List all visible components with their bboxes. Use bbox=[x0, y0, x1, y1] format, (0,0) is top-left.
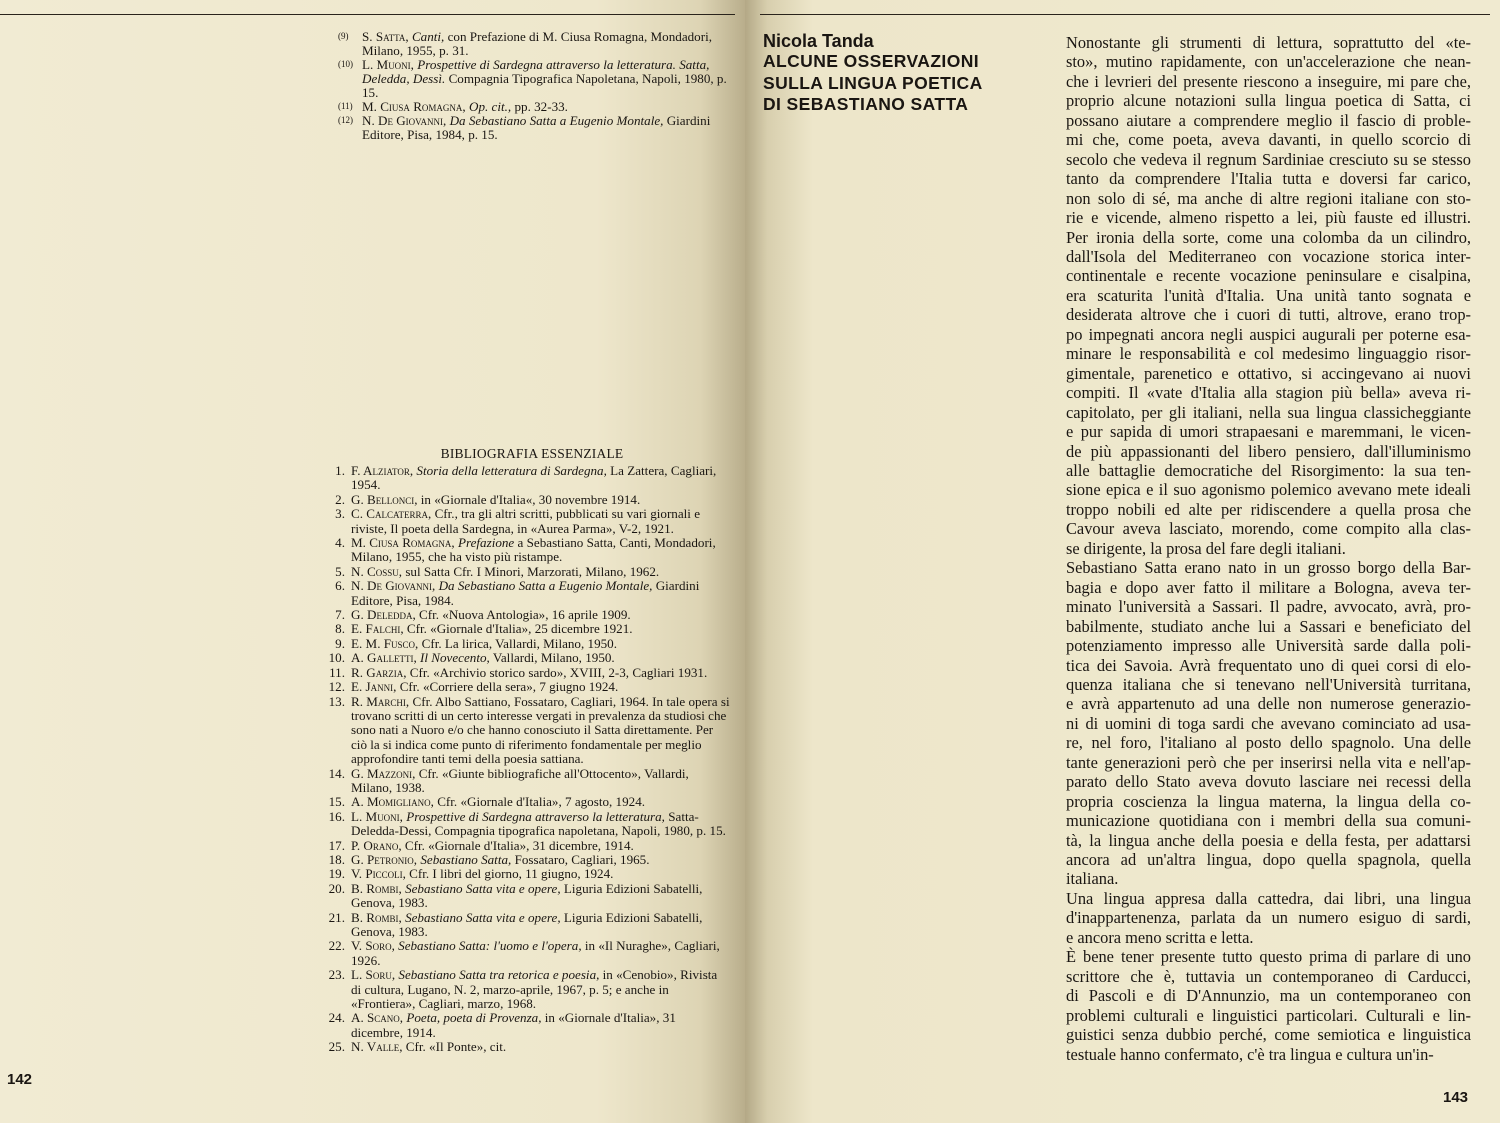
entry-number: 19. bbox=[328, 866, 345, 882]
bibliography-entry bbox=[315, 853, 730, 867]
bibliography-entry bbox=[315, 680, 730, 694]
text-line: sto», mutino rapidamente, con un'accelerazione che nean- bbox=[1066, 52, 1471, 72]
footnotes bbox=[338, 30, 736, 142]
footnote-title: Da Sebastiano Satta a Eugenio Montale, bbox=[449, 113, 664, 128]
entry-number: 12. bbox=[328, 679, 345, 695]
text-line: non solo di sé, ma anche di altre regioni italiane con sto- bbox=[1066, 188, 1471, 208]
footnote-text: Compagnia Tipografica Napoletana, Napoli, 1980, p. 15. bbox=[362, 71, 727, 100]
footnote-number: (11) bbox=[338, 101, 353, 111]
entry-author: M. Ciusa Romagna, bbox=[351, 535, 455, 551]
text-line: minato l'università a Sassari. Il padre, avvocato, avrà, pro- bbox=[1066, 597, 1471, 617]
entry-number: 15. bbox=[328, 794, 345, 810]
entry-author: R. Garzia, bbox=[351, 664, 407, 680]
bibliography-entry bbox=[315, 565, 730, 579]
footnote bbox=[338, 58, 736, 100]
bibliography-entry bbox=[315, 968, 730, 1011]
text-line: e ancora meno scritta e letta. bbox=[1066, 927, 1254, 947]
entry-title: Sebastiano Satta tra retorica e poesia, bbox=[398, 967, 600, 983]
bibliography-entry bbox=[315, 637, 730, 651]
footnote bbox=[338, 100, 736, 114]
text-line: Per ironia della sorte, come una colomba da un cilindro, bbox=[1066, 227, 1471, 247]
entry-author: F. Alziator, bbox=[351, 463, 414, 478]
bibliography-entry bbox=[315, 1040, 730, 1054]
entry-title: Storia della letteratura di Sardegna, bbox=[416, 463, 607, 478]
entry-text: Cfr. «Giornale d'Italia», 7 agosto, 1924. bbox=[437, 794, 646, 810]
entry-title: Sebastiano Satta vita e opere, bbox=[405, 909, 561, 925]
bibliography-heading: BIBLIOGRAFIA ESSENZIALE bbox=[440, 446, 624, 461]
bibliography-entry bbox=[315, 536, 730, 565]
entry-title: Il Novecento, bbox=[420, 650, 490, 666]
entry-text: in «Giornale d'Italia«, 30 novembre 1914. bbox=[420, 491, 641, 507]
text-line: Cavour aveva lasciato, morendo, come compito alla clas- bbox=[1066, 519, 1471, 539]
bibliography-entry bbox=[315, 493, 730, 507]
footnote bbox=[338, 30, 736, 58]
page-number: 142 bbox=[7, 1071, 33, 1088]
right-page bbox=[745, 0, 1500, 1123]
text-line: parato dello Stato aveva dovuto lasciare nei recessi della bbox=[1066, 772, 1471, 792]
entry-author: V. Piccoli, bbox=[351, 866, 406, 882]
entry-number: 21. bbox=[328, 909, 345, 925]
text-line: possano aiutare a comprendere meglio il fascio di proble- bbox=[1066, 110, 1471, 130]
bibliography-entry bbox=[315, 911, 730, 940]
bibliography-entry bbox=[315, 651, 730, 665]
footnote-author: S. Satta, bbox=[362, 29, 409, 44]
entry-author: L. Soru, bbox=[351, 967, 396, 983]
footnote-author: M. Ciusa Romagna, bbox=[362, 99, 466, 114]
entry-author: C. Calcaterra, bbox=[351, 506, 432, 522]
entry-title: Sebastiano Satta, bbox=[420, 851, 512, 867]
top-rule bbox=[760, 14, 1490, 15]
text-line: italiana. bbox=[1066, 869, 1119, 889]
bibliography-entry bbox=[315, 464, 730, 493]
text-line: quenza italiana che si tenevano nell'Università turritana, bbox=[1066, 674, 1471, 694]
text-line: gimentale, parenetico e ottativo, si accingevano ai nuovi bbox=[1066, 363, 1471, 383]
text-line: di Pascoli e di D'Annunzio, ma un contemporaneo con bbox=[1066, 986, 1471, 1006]
footnote-number: (9) bbox=[338, 31, 349, 41]
entry-text: Cfr. «Archivio storico sardo», XVIII, 2-3, Cagliari 1931. bbox=[409, 664, 708, 680]
text-line: se dirigente, la prosa del fare degli italiani. bbox=[1066, 538, 1346, 558]
bibliography-entry bbox=[315, 622, 730, 636]
bibliography-entry bbox=[315, 579, 730, 608]
entry-author: G. Mazzoni, bbox=[351, 765, 416, 781]
title-line: DI SEBASTIANO SATTA bbox=[763, 94, 969, 114]
text-line: proprio alcune notazioni sulla lingua poetica di Satta, ci bbox=[1066, 91, 1471, 111]
text-line: mi che, come poeta, aveva davanti, in quello scorcio di bbox=[1066, 130, 1471, 150]
text-line: dall'Isola del Mediterraneo con vocazione storica inter- bbox=[1066, 246, 1471, 266]
text-line: propria coscienza la lingua materna, la lingua della co- bbox=[1066, 791, 1471, 811]
entry-number: 22. bbox=[328, 938, 345, 954]
entry-number: 7. bbox=[335, 607, 345, 623]
text-line: rie e vicende, almeno rispetto a lei, più fauste ed illustri. bbox=[1066, 208, 1471, 228]
entry-number: 9. bbox=[335, 635, 345, 651]
entry-text: Giardini Editore, Pisa, 1984. bbox=[351, 578, 700, 608]
text-line: sione epica e il suo agonismo polemico avevano mete ideali bbox=[1066, 480, 1471, 500]
footnote-number: (12) bbox=[338, 115, 353, 125]
entry-title: Prefazione bbox=[458, 535, 515, 551]
text-line: problemi culturali e linguistici particolari. Culturali e lin- bbox=[1066, 1005, 1471, 1025]
bibliography-entry bbox=[315, 810, 730, 839]
entry-text: Cfr., tra gli altri scritti, pubblicati su vari giornali e riviste, Il poeta della Sardegna, in «Aurea Parma», V-2, 1921. bbox=[351, 506, 701, 536]
bibliography-list bbox=[315, 464, 730, 1055]
entry-author: P. Orano, bbox=[351, 837, 402, 853]
entry-text: sul Satta Cfr. I Minori, Marzorati, Milano, 1962. bbox=[405, 563, 660, 579]
footnote-author: L. Muoni, bbox=[362, 57, 414, 72]
entry-number: 14. bbox=[328, 765, 345, 781]
text-line: troppo nobili ed alte per ridiscendere a quella prosa che bbox=[1066, 499, 1471, 519]
entry-author: G. Petronio, bbox=[351, 851, 418, 867]
footnote bbox=[338, 114, 736, 142]
text-line: che i levrieri del presente riescono a inseguire, mi pare che, bbox=[1066, 71, 1471, 91]
bibliography-entry bbox=[315, 882, 730, 911]
title-line: SULLA LINGUA POETICA bbox=[763, 72, 983, 93]
text-line: capitolato, per gli italiani, nella sua lingua classicheggiante bbox=[1066, 402, 1471, 422]
entry-author: G. Bellonci, bbox=[351, 491, 418, 507]
text-line: babilmente, studiato anche lui a Sassari e beneficiato del bbox=[1066, 616, 1471, 636]
text-line: tica dei Savoia. Avrà frequentato uno di quei corsi di elo- bbox=[1066, 655, 1471, 675]
entry-author: E. Falchi, bbox=[351, 621, 404, 637]
footnote-author: N. De Giovanni, bbox=[362, 113, 447, 128]
text-line: e pur sapida di umori strapaesani e maremmani, le vicen- bbox=[1066, 422, 1471, 442]
entry-author: G. Deledda, bbox=[351, 607, 416, 623]
text-line: tanto da comprendere l'Italia tutta e doversi far carico, bbox=[1066, 169, 1471, 189]
entry-author: B. Rombi, bbox=[351, 880, 402, 896]
entry-number: 6. bbox=[335, 578, 345, 594]
entry-title: Sebastiano Satta vita e opere, bbox=[405, 880, 561, 896]
text-line: scrittore che è, tuttavia un contemporaneo di Carducci, bbox=[1066, 966, 1471, 986]
entry-number: 25. bbox=[328, 1039, 345, 1055]
text-line: potenziamento impresso alle Università sarde dalla poli- bbox=[1066, 636, 1471, 656]
entry-text: Satta-Deledda-Dessi, Compagnia tipografica napoletana, Napoli, 1980, p. 15. bbox=[351, 808, 726, 839]
bibliography-entry bbox=[315, 767, 730, 796]
text-line: Sebastiano Satta erano nato in un grosso borgo della Bar- bbox=[1066, 558, 1471, 578]
text-line: era scaturita l'unità d'Italia. Una unità tanto sognata e bbox=[1066, 285, 1471, 305]
entry-text: Cfr. I libri del giorno, 11 giugno, 1924. bbox=[409, 866, 614, 882]
entry-title: Poeta, poeta di Provenza, bbox=[406, 1010, 542, 1026]
top-rule bbox=[0, 14, 735, 15]
text-line: continentale e recente vocazione peninsulare e cisalpina, bbox=[1066, 266, 1471, 286]
text-line: secolo che vedeva il regnum Sardiniae cresciuto su se stesso bbox=[1066, 149, 1471, 169]
text-line: minare le responsabilità e col medesimo linguaggio risor- bbox=[1066, 344, 1471, 364]
entry-number: 18. bbox=[328, 851, 345, 867]
text-line: desiderata altrove che i cuori di tutti, altrove, erano trop- bbox=[1066, 305, 1471, 325]
entry-number: 5. bbox=[335, 563, 345, 579]
entry-number: 24. bbox=[328, 1010, 345, 1026]
entry-number: 16. bbox=[328, 808, 345, 824]
text-line: compiti. Il «vate d'Italia alla stagion più bella» aveva ri- bbox=[1066, 383, 1471, 403]
entry-author: A. Galletti, bbox=[351, 650, 417, 666]
text-line: re, nel foro, l'italiano al posto dello spagnolo. Una delle bbox=[1066, 733, 1471, 753]
bibliography-entry bbox=[315, 695, 730, 767]
entry-text: in «Giornale d'Italia», 31 dicembre, 1914. bbox=[351, 1010, 676, 1040]
entry-author: E. Janni, bbox=[351, 679, 397, 695]
entry-number: 17. bbox=[328, 837, 345, 853]
entry-text: Cfr. «Il Ponte», cit. bbox=[405, 1039, 507, 1055]
entry-number: 1. bbox=[335, 463, 345, 478]
entry-number: 3. bbox=[335, 506, 345, 522]
entry-text: Liguria Edizioni Sabatelli, Genova, 1983. bbox=[351, 880, 703, 911]
entry-text: Vallardi, Milano, 1950. bbox=[492, 650, 615, 666]
paragraph bbox=[1066, 947, 1471, 1064]
left-page bbox=[0, 0, 745, 1123]
bibliography-entry bbox=[315, 666, 730, 680]
text-line: bagia e dopo aver fatto il militare a Bologna, aveva ter- bbox=[1066, 577, 1471, 597]
text-line: d'inappartenenza, parlata da un numero esiguo di sardi, bbox=[1066, 908, 1471, 928]
text-line: guistici senza dubbio perché, come semiotica e linguistica bbox=[1066, 1025, 1471, 1045]
entry-number: 4. bbox=[335, 535, 345, 551]
entry-number: 8. bbox=[335, 621, 345, 637]
paragraph bbox=[1066, 33, 1471, 558]
text-line: po impegnati ancora negli auspici augurali per poterne esa- bbox=[1066, 324, 1471, 344]
entry-text: in «Il Nuraghe», Cagliari, 1926. bbox=[351, 938, 720, 968]
entry-number: 23. bbox=[328, 967, 345, 983]
text-line: ni di uomini di toga sardi che avevano cominciato ad usa- bbox=[1066, 713, 1471, 733]
page-number: 143 bbox=[1443, 1089, 1469, 1106]
entry-title: Sebastiano Satta: l'uomo e l'opera, bbox=[398, 938, 582, 954]
entry-text: Cfr. La lirica, Vallardi, Milano, 1950. bbox=[421, 635, 617, 651]
text-line: tà, la lingua anche della poesia e della festa, per adattarsi bbox=[1066, 830, 1471, 850]
paragraph bbox=[1066, 889, 1471, 947]
entry-text: Cfr. «Nuova Antologia», 16 aprile 1909. bbox=[419, 607, 631, 623]
footnote-title: Prospettive di Sardegna attraverso la letteratura. Satta, Deledda, Dessì. bbox=[362, 57, 710, 86]
text-line: municazione quotidiana con i membri della sua comuni- bbox=[1066, 811, 1471, 831]
entry-text: Cfr. «Giornale d'Italia», 31 dicembre, 1914. bbox=[404, 837, 634, 853]
entry-author: N. De Giovanni, bbox=[351, 578, 436, 594]
footnote-text: Giardini Editore, Pisa, 1984, p. 15. bbox=[362, 113, 711, 142]
entry-text: Cfr. Albo Sattiano, Fossataro, Cagliari, 1964. In tale opera si trovano scritti di un certo interesse vergati in prevalenza da studiosi che sono nati a Nuoro e/o che hanno conosciuto il Satta direttamente. Per ciò la si indica come punto di riferimento fondamentale per meglio approfondire tanti temi della poesia sattiana. bbox=[351, 693, 730, 767]
bibliography-entry bbox=[315, 608, 730, 622]
entry-text: Fossataro, Cagliari, 1965. bbox=[514, 851, 650, 867]
entry-author: A. Scano, bbox=[351, 1010, 404, 1026]
bibliography-entry bbox=[315, 1011, 730, 1040]
entry-text: Liguria Edizioni Sabatelli, Genova, 1983. bbox=[351, 909, 703, 939]
entry-title: Da Sebastiano Satta a Eugenio Montale, bbox=[438, 578, 653, 594]
text-line: ancora ad un'altra lingua, dopo quella spagnola, quella bbox=[1066, 850, 1471, 870]
entry-text: Cfr. «Giunte bibliografiche all'Ottocento», Vallardi, Milano, 1938. bbox=[351, 765, 689, 795]
footnote-text: pp. 32-33. bbox=[514, 99, 568, 114]
entry-text: Cfr. «Corriere della sera», 7 giugno 1924. bbox=[399, 679, 619, 695]
entry-text: a Sebastiano Satta, Canti, Mondadori, Milano, 1955, che ha visto più ristampe. bbox=[351, 535, 716, 565]
title-line: ALCUNE OSSERVAZIONI bbox=[763, 51, 980, 71]
text-line: e avrà appartenuto ad una delle non numerose generazio- bbox=[1066, 694, 1471, 714]
bibliography-entry bbox=[315, 507, 730, 536]
entry-author: N. Valle, bbox=[351, 1039, 403, 1055]
entry-author: R. Marchi, bbox=[351, 693, 410, 709]
bibliography-entry bbox=[315, 795, 730, 809]
entry-number: 13. bbox=[328, 693, 345, 709]
entry-author: B. Rombi, bbox=[351, 909, 402, 925]
bibliography-entry bbox=[315, 839, 730, 853]
text-line: È bene tener presente tutto questo prima di parlare di uno bbox=[1066, 947, 1471, 967]
footnote-title: Op. cit., bbox=[469, 99, 512, 114]
entry-text: Cfr. «Giornale d'Italia», 25 dicembre 1921. bbox=[406, 621, 633, 637]
footnote-title: Canti, bbox=[411, 29, 445, 44]
entry-text: La Zattera, Cagliari, 1954. bbox=[351, 463, 717, 493]
entry-number: 10. bbox=[328, 650, 345, 666]
text-line: testuale hanno confermato, c'è tra lingua e cultura un'in- bbox=[1066, 1044, 1434, 1064]
paragraph bbox=[1066, 558, 1471, 889]
entry-number: 11. bbox=[329, 664, 345, 680]
entry-title: Prospettive di Sardegna attraverso la letteratura, bbox=[406, 808, 665, 824]
entry-number: 20. bbox=[328, 880, 345, 896]
text-line: alle battaglie democratiche del Risorgimento: la sua ten- bbox=[1066, 460, 1471, 480]
entry-text: in «Cenobio», Rivista di cultura, Lugano, N. 2, marzo-aprile, 1967, p. 5; e anche in «Frontiera», Cagliari, marzo, 1968. bbox=[351, 967, 718, 1012]
bibliography-entry bbox=[315, 939, 730, 968]
text-line: de più appassionanti del libero pensiero, dall'illuminismo bbox=[1066, 441, 1471, 461]
entry-author: L. Muoni, bbox=[351, 808, 403, 824]
entry-author: N. Cossu, bbox=[351, 563, 403, 579]
entry-author: E. M. Fusco, bbox=[351, 635, 419, 651]
text-line: tante generazioni però che per inserirsi nella vita e nell'ap- bbox=[1066, 752, 1471, 772]
entry-number: 2. bbox=[335, 491, 345, 507]
entry-author: V. Soro, bbox=[351, 938, 395, 954]
text-line: Una lingua appresa dalla cattedra, dai libri, una lingua bbox=[1066, 888, 1471, 908]
article-author: Nicola Tanda bbox=[763, 31, 874, 51]
entry-author: A. Momigliano, bbox=[351, 794, 434, 810]
text-line: Nonostante gli strumenti di lettura, soprattutto del «te- bbox=[1066, 33, 1471, 52]
article-title bbox=[763, 51, 1043, 116]
bibliography-entry bbox=[315, 867, 730, 881]
footnote-number: (10) bbox=[338, 59, 353, 69]
footnote-text: con Prefazione di M. Ciusa Romagna, Mondadori, Milano, 1955, p. 31. bbox=[362, 29, 712, 58]
article-body bbox=[1066, 33, 1471, 1064]
